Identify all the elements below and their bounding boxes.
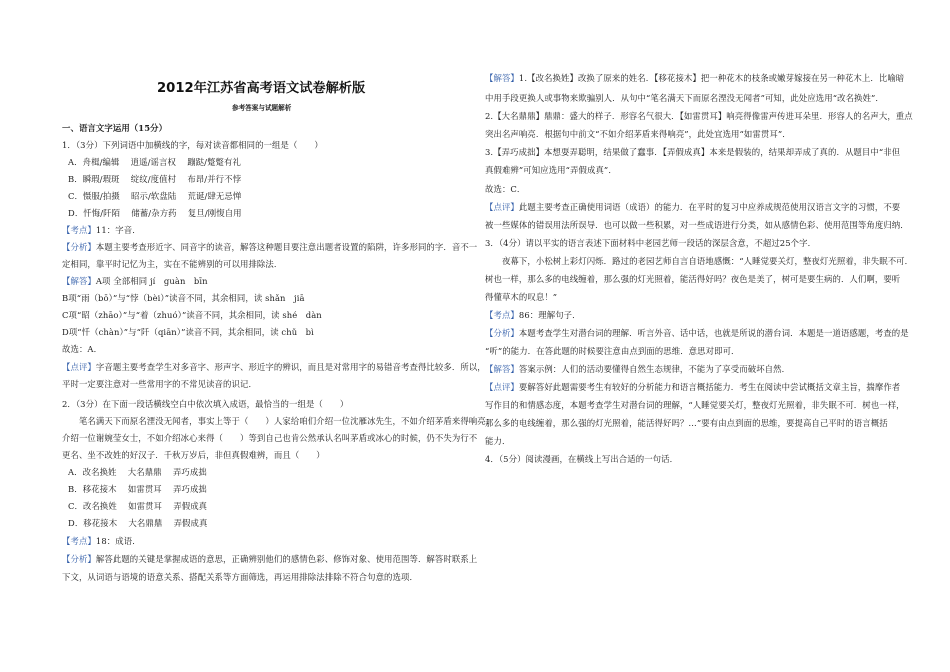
q1-jieda-b: B项“雨（bō）”与“悖（bèi）”读音不同，其余相同，读 shǎn jiā: [62, 293, 305, 303]
q2-answer: 故选：C．: [485, 184, 526, 194]
q1-answer: 故选：A．: [62, 344, 103, 354]
q1-stem: 1．（3分）下列词语中加横线的字，每对读音都相同的一组是（ ）: [62, 140, 323, 150]
dianping-label: 【点评】: [485, 382, 519, 392]
q3-dianping-2: 写作目的和情感态度，本题考查学生对潜台词的理解，“人睡觉要关灯，整夜灯光照着，非失眠不可．树也一样，: [485, 400, 905, 410]
kaodian-label: 【考点】: [62, 536, 96, 546]
q3-dianping-4: 能力．: [485, 436, 511, 446]
q1-dianping: 【点评】字音题主要考查学生对多音字、形声字、形近字的辨识，而且是对常用字的易错音考查得比较多．所以，: [62, 362, 486, 372]
q1-option-d: D．忏悔/阡陌 储蓄/杂方药 复旦/刚愎自用: [68, 208, 242, 218]
jieda-label: 【解答】: [485, 364, 519, 374]
document-title: 2012年江苏省高考语文试卷解析版: [157, 81, 366, 96]
q3-jieda: 【解答】答案示例：人们的活动要懂得自然生态规律，不能为了享受而破坏自然．: [485, 364, 791, 374]
q1-option-b: B．瞬瑕/瑕斑 绽纹/度值村 布昂/并行不悖: [68, 174, 242, 184]
q1-dianping-cont: 平时一定要注意对一些常用字的不常见读音的识记．: [62, 379, 257, 389]
fenxi-label: 【分析】: [62, 554, 96, 564]
document-subtitle: 参考答案与试题解析: [232, 104, 292, 112]
q2-fenxi: 【分析】解答此题的关键是掌握成语的意思，正确辨别他们的感情色彩、修饰对象、使用范围等．解答时联系上: [62, 554, 478, 564]
q3-passage-1: 夜幕下，小松树上彩灯闪烁．路过的老园艺师自言自语地感慨：“人睡觉要关灯，整夜灯光照着，非失眠不可．: [485, 256, 914, 266]
q1-jieda-c: C项“昭（zhāo）”与“着（zhuó）”读音不同，其余相同，读 shé dàn: [62, 310, 322, 320]
q2-passage-1: 笔名满天下而原名湮没无闻者，事实上等于（ ）人家给咱们介绍一位沈雁冰先生，不如介绍茅盾来得响亮；: [62, 416, 495, 426]
q3-passage-3: 得懂草木的叹息！”: [485, 292, 558, 302]
jieda-label: 【解答】: [485, 73, 519, 83]
fenxi-label: 【分析】: [485, 328, 519, 338]
dianping-label: 【点评】: [485, 202, 519, 212]
q2-kaodian: 【考点】18：成语．: [62, 536, 141, 546]
q2-option-a: A．改名换姓 大名鼎鼎 弄巧成拙: [68, 467, 207, 477]
q2-jieda-6: 真假难辨”可知应选用“弄假成真”．: [485, 165, 617, 175]
q1-option-a: A．舟楫/编辑 逍遥/谣言权 蹦跶/蹩蹩有礼: [68, 157, 241, 167]
q2-jieda-5: 3.【弄巧成拙】本想耍弄聪明，结果做了蠢事．【弄假成真】本来是假装的，结果却弄成了真的．从题目中“非但: [485, 147, 901, 157]
q1-jieda-d: D项“忏（chàn）”与“阡（qiān）”读音不同，其余相同，读 chǔ bì: [62, 327, 314, 337]
q2-jieda-4: 突出名声响亮．根据句中前文“不如介绍茅盾来得响亮”，此处宜选用“如雷贯耳”．: [485, 129, 791, 139]
q3-stem: 3．（4分）请以平实的语言表述下面材料中老园艺师一段话的深层含意，不超过25个字．: [485, 238, 817, 248]
jieda-label: 【解答】: [62, 276, 96, 286]
q1-jieda: 【解答】A项 全部相同 jí guàn bīn: [62, 276, 208, 286]
q2-jieda: 【解答】1.【改名换姓】改换了原来的姓名．【移花接木】把一种花木的枝条或嫩芽嫁接在另一种花木上．比喻暗: [485, 73, 905, 83]
q3-kaodian: 【考点】86：理解句子．: [485, 310, 581, 320]
q3-fenxi: 【分析】本题考查学生对潜台词的理解．听言外音、话中话，也就是所说的潜台词．本题是一道语感题，考查的是: [485, 328, 909, 338]
q1-option-c: C．慑服/拍摄 昭示/软盘陆 荒诞/肆无忌惮: [68, 191, 242, 201]
q3-dianping: 【点评】要解答好此题需要考生有较好的分析能力和语言概括能力．考生在阅读中尝试概括文章主旨，揣摩作者: [485, 382, 901, 392]
q2-dianping: 【点评】此题主要考查正确使用词语（成语）的能力．在平时的复习中应养成规范使用汉语言文字的习惯，不要: [485, 202, 901, 212]
q3-dianping-3: 那么多的电线缠着，那么强的灯光照着，能活得好吗？…”要有由点到面的思维，要提高自己平时的语言概括: [485, 418, 888, 428]
q2-passage-3: 更名、坐不改姓的好汉子．千秋万岁后，非但真假难辨，而且（ ）: [62, 450, 325, 460]
q3-passage-2: 树也一样，那么多的电线缠着，那么强的灯光照着，能活得好吗？夜色是美了，树可是要生病的．人们啊，要听: [485, 274, 901, 284]
q2-fenxi-cont: 下文，从词语与语境的语意关系、搭配关系等方面筛选，再运用排除法排除不符合句意的选项．: [62, 572, 418, 582]
q2-dianping-cont: 被一些媒体的错误用法所误导．也可以做一些积累，对一些成语进行分类，如从感情色彩、使用范围等角度归纳．: [485, 220, 909, 230]
q1-fenxi: 【分析】本题主要考查形近字、同音字的读音，解答这种题目要注意出题者设置的陷阱，许多形同的字．音不一: [62, 242, 478, 252]
section-heading: 一、语言文字运用（15分）: [62, 123, 168, 133]
q4-stem: 4．（5分）阅读漫画，在横线上写出合适的一句话．: [485, 454, 679, 464]
q2-jieda-2: 中用手段更换人或事物来欺骗别人．从句中“笔名满天下而原名湮没无闻者”可知，此处应选用“改名换姓”．: [485, 93, 884, 103]
kaodian-label: 【考点】: [485, 310, 519, 320]
kaodian-label: 【考点】: [62, 225, 96, 235]
q2-option-b: B．移花接木 如雷贯耳 弄巧成拙: [68, 484, 207, 494]
q3-fenxi-cont: “听”的能力．在答此题的时候要注意由点到面的思维．意思对即可．: [485, 346, 740, 356]
q2-option-d: D．移花接木 大名鼎鼎 弄假成真: [68, 518, 208, 528]
fenxi-label: 【分析】: [62, 242, 96, 252]
q2-option-c: C．改名换姓 如雷贯耳 弄假成真: [68, 501, 208, 511]
dianping-label: 【点评】: [62, 362, 96, 372]
q1-kaodian: 【考点】11：字音．: [62, 225, 141, 235]
q1-fenxi-cont: 定相同，靠平时记忆为主，实在不能辨别的可以用排除法．: [62, 259, 283, 269]
q2-stem: 2．（3分）在下面一段话横线空白中依次填入成语，最恰当的一组是（ ）: [62, 399, 349, 409]
q2-passage-2: 介绍一位谢婉莹女士，不如介绍冰心来得（ ）等到自己也肯公然承认名叫茅盾或冰心的时候，仍不失为行不: [62, 433, 478, 443]
q2-jieda-3: 2.【大名鼎鼎】鼎鼎：盛大的样子．形容名气很大．【如雷贯耳】响亮得像雷声传进耳朵里．形容人的名声大，重点: [485, 111, 913, 121]
